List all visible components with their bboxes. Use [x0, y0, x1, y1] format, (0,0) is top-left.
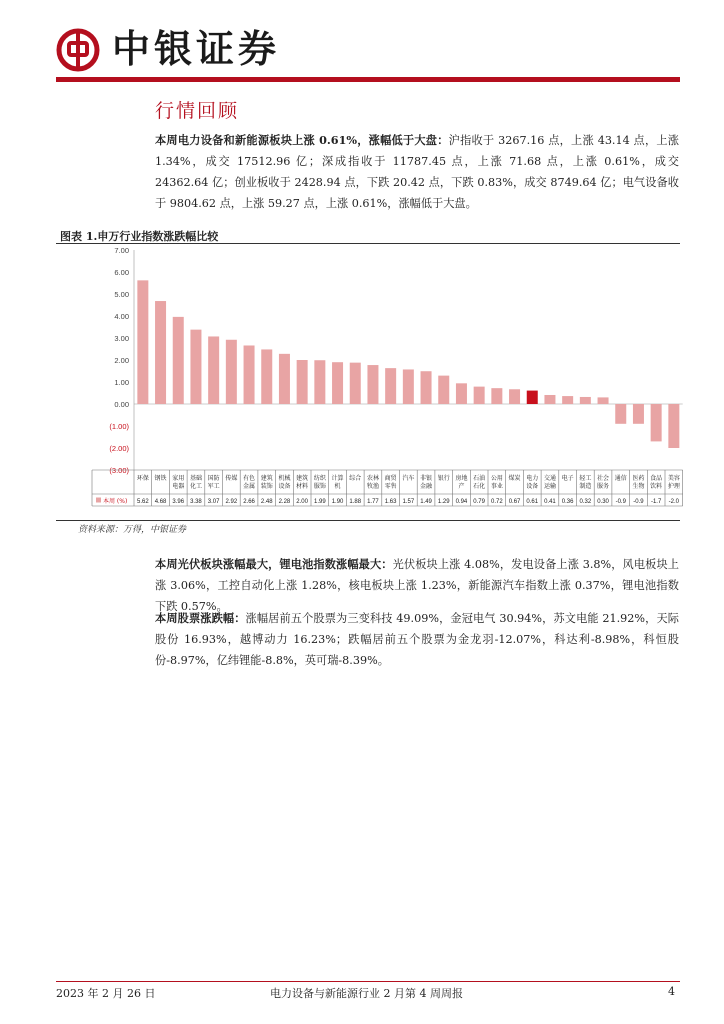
- value-label: 2.48: [260, 499, 273, 505]
- category-label: 通信: [614, 475, 627, 482]
- value-label: 0.72: [491, 499, 503, 505]
- category-label: 国防军工: [207, 475, 220, 490]
- value-label: 1.57: [402, 499, 415, 505]
- bar-农林牧渔: [367, 365, 378, 404]
- category-label: 煤炭: [508, 475, 521, 482]
- bar-社会服务: [598, 397, 609, 404]
- bar-非银金融: [421, 371, 432, 404]
- category-label: 食品饮料: [650, 475, 663, 490]
- bar-建筑装饰: [261, 349, 272, 404]
- figure-bottom-rule: [56, 520, 680, 521]
- bar-机械设备: [279, 354, 290, 404]
- value-label: 0.36: [561, 499, 574, 505]
- header-rule: [56, 77, 680, 82]
- category-label: 医药生物: [632, 475, 645, 490]
- bar-汽车: [403, 369, 414, 404]
- category-label: 交通运输: [543, 475, 556, 490]
- footer-page-number: 4: [668, 985, 675, 998]
- value-label: 0.32: [579, 499, 592, 505]
- category-label: 电子: [561, 475, 574, 482]
- value-label: 1.29: [437, 499, 450, 505]
- value-label: -2.0: [668, 499, 680, 505]
- value-label: 3.96: [172, 499, 185, 505]
- value-label: 0.61: [526, 499, 539, 505]
- value-label: 4.68: [154, 499, 167, 505]
- value-label: -0.9: [633, 499, 644, 505]
- bar-环保: [137, 280, 148, 404]
- bar-银行: [438, 376, 449, 404]
- market-summary-text: 沪指收于 3267.16 点，上涨 43.14 点，上涨 1.34%，成交 17512.96 亿；深成指收于 11787.45 点，上涨 71.68 点，上涨 0.61%，成交 24362.64 亿；创业板收于 2428.94 点，下跌 20.42 点，下跌 0.83%，成交 8749.64 亿；电气设备收于 9804.62 点，上涨 59.27 点，上涨 0.61%，涨幅低于大盘。: [155, 134, 679, 210]
- stock-movers-paragraph: [155, 608, 679, 671]
- bar-轻工制造: [580, 397, 591, 404]
- bar-纺织服饰: [314, 360, 325, 404]
- y-tick-label: 5.00: [114, 290, 129, 299]
- y-tick-label: 2.00: [114, 356, 129, 365]
- value-label: 0.41: [544, 499, 556, 505]
- category-label: 基础化工: [189, 475, 202, 490]
- footer-rule: [56, 981, 680, 982]
- category-label: 农林牧渔: [366, 475, 379, 490]
- value-label: 1.49: [420, 499, 432, 505]
- value-label: 1.88: [349, 499, 362, 505]
- y-tick-label: (2.00): [109, 444, 129, 453]
- category-label: 电力设备: [526, 475, 539, 490]
- category-label: 建筑装饰: [260, 475, 273, 490]
- y-tick-label: 0.00: [114, 400, 129, 409]
- y-tick-label: (1.00): [109, 422, 129, 431]
- sector-performance-text: 光伏板块上涨 4.08%，发电设备上涨 3.8%，风电板块上涨 3.06%，工控自动化上涨 1.28%，核电板块上涨 1.23%，新能源汽车指数上涨 0.37%，锂电池指数下跌 0.57%。: [155, 558, 679, 613]
- bar-电子: [562, 396, 573, 404]
- category-label: 纺织服饰: [313, 475, 326, 490]
- bank-logo-icon: [56, 28, 100, 72]
- value-label: 0.94: [455, 499, 468, 505]
- category-label: 钢铁: [154, 475, 167, 482]
- y-tick-label: (3.00): [109, 466, 129, 475]
- bar-交通运输: [544, 395, 555, 404]
- category-label: 传媒: [225, 475, 238, 482]
- bar-房地产: [456, 383, 467, 404]
- figure-title: 图表 1.申万行业指数涨跌幅比较: [60, 230, 219, 243]
- category-label: 银行: [437, 475, 450, 482]
- bar-石油石化: [474, 387, 485, 404]
- value-label: -1.7: [650, 499, 662, 505]
- category-label: 建筑材料: [296, 475, 309, 490]
- y-tick-label: 1.00: [114, 378, 129, 387]
- category-label: 计算机: [331, 475, 344, 490]
- bar-美容护理: [668, 404, 679, 448]
- bar-基础化工: [190, 330, 201, 404]
- bar-钢铁: [155, 301, 166, 404]
- value-label: 2.92: [225, 499, 238, 505]
- category-label: 机械设备: [278, 475, 291, 490]
- category-label: 环保: [136, 475, 149, 482]
- value-label: 0.67: [508, 499, 521, 505]
- legend-swatch: [96, 498, 101, 503]
- sector-performance-lead: 本周光伏板块涨幅最大，锂电池指数涨幅最大：: [155, 557, 393, 571]
- value-label: 1.77: [367, 499, 379, 505]
- bar-公用事业: [491, 388, 502, 404]
- value-label: 2.66: [243, 499, 255, 505]
- footer-report-title: 电力设备与新能源行业 2 月第 4 周周报: [270, 987, 463, 1000]
- bar-医药生物: [633, 404, 644, 424]
- category-label: 美容护理: [667, 475, 680, 490]
- value-label: 3.38: [190, 499, 202, 505]
- value-label: 1.63: [384, 499, 397, 505]
- bar-建筑材料: [297, 360, 308, 404]
- y-tick-label: 7.00: [114, 246, 129, 255]
- bar-食品饮料: [651, 404, 662, 441]
- bar-综合: [350, 363, 361, 404]
- bar-有色金属: [244, 345, 255, 404]
- figure-source: 资料来源：万得，中银证券: [78, 525, 187, 535]
- value-label: 1.99: [314, 499, 326, 505]
- bar-煤炭: [509, 389, 520, 404]
- value-label: 0.30: [597, 499, 609, 505]
- legend-label: 本周 (%): [103, 498, 128, 505]
- stock-movers-text: 涨幅居前五个股票为三变科技 49.09%，金冠电气 30.94%，苏文电能 21.92%，天际股份 16.93%，越博动力 16.23%；跌幅居前五个股票为金龙羽-12.07%，科达利-8.98%，科恒股份-8.97%，亿纬锂能-8.8%，英可瑞-8.39%。: [155, 612, 679, 667]
- industry-change-bar-chart: [92, 242, 680, 512]
- stock-movers-lead: 本周股票涨跌幅：: [155, 611, 246, 625]
- value-label: 2.00: [296, 499, 308, 505]
- footer-date: 2023 年 2 月 26 日: [56, 987, 156, 1000]
- category-label: 有色金属: [243, 475, 256, 490]
- bar-通信: [615, 404, 626, 424]
- value-label: 3.07: [207, 499, 220, 505]
- category-label: 商贸零售: [384, 475, 397, 490]
- category-label: 非银金融: [420, 475, 433, 490]
- bar-计算机: [332, 362, 343, 404]
- category-label: 轻工制造: [579, 475, 592, 490]
- brand-name: 中银证券: [112, 27, 281, 71]
- category-label: 社会服务: [597, 475, 610, 490]
- category-label: 汽车: [402, 475, 415, 482]
- market-summary-lead: 本周电力设备和新能源板块上涨 0.61%，涨幅低于大盘：: [155, 133, 449, 147]
- category-label: 综合: [349, 475, 362, 482]
- category-label: 公用事业: [490, 475, 503, 490]
- bar-电力设备: [527, 391, 538, 404]
- y-tick-label: 3.00: [114, 334, 129, 343]
- category-label: 石油石化: [473, 475, 486, 490]
- bar-家用电器: [173, 317, 184, 404]
- bar-传媒: [226, 340, 237, 404]
- value-label: -0.9: [615, 499, 626, 505]
- y-tick-label: 4.00: [114, 312, 129, 321]
- y-tick-label: 6.00: [114, 268, 129, 277]
- section-title: 行情回顾: [155, 100, 240, 122]
- category-label: 房地产: [455, 475, 468, 490]
- value-label: 2.28: [278, 499, 291, 505]
- value-label: 1.90: [331, 499, 344, 505]
- value-label: 5.62: [137, 499, 149, 505]
- market-summary-paragraph: [155, 130, 679, 214]
- category-label: 家用电器: [172, 475, 185, 490]
- value-label: 0.79: [473, 499, 485, 505]
- bar-国防军工: [208, 336, 219, 404]
- bar-商贸零售: [385, 368, 396, 404]
